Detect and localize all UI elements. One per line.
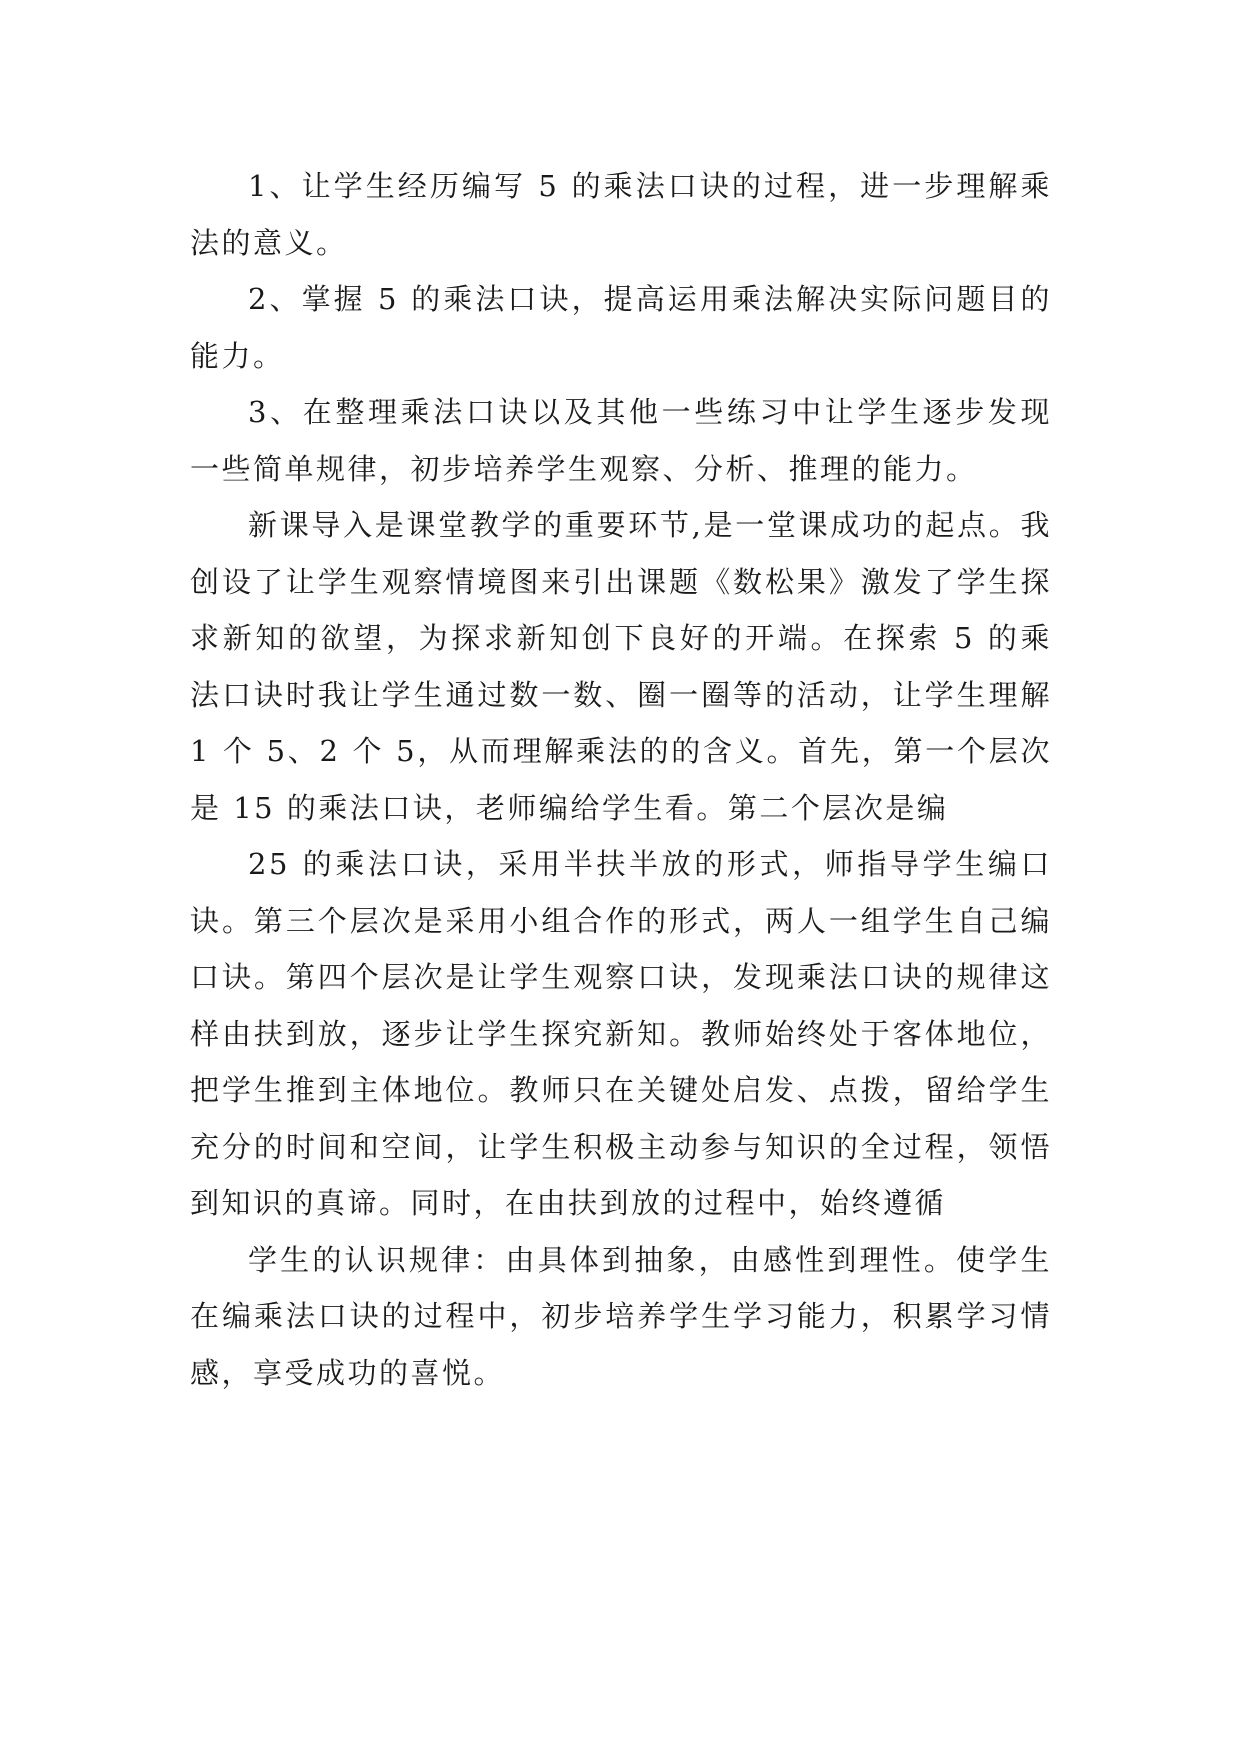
paragraph-3: 3、在整理乘法口诀以及其他一些练习中让学生逐步发现一些简单规律，初步培养学生观察、分析、推理的能力。	[190, 395, 1052, 486]
paragraph-5: 25 的乘法口诀，采用半扶半放的形式，师指导学生编口诀。第三个层次是采用小组合作的形式，两人一组学生自己编口诀。第四个层次是让学生观察口诀，发现乘法口诀的规律这样由扶到放，逐步让学生探究新知。教师始终处于客体地位，把学生推到主体地位。教师只在关键处启发、点拨，留给学生充分的时间和空间，让学生积极主动参与知识的全过程，领悟到知识的真谛。同时，在由扶到放的过程中，始终遵循	[190, 847, 1052, 1220]
document-body	[190, 158, 1052, 1401]
paragraph-1: 1、让学生经历编写 5 的乘法口诀的过程，进一步理解乘法的意义。	[190, 169, 1052, 260]
paragraph-4: 新课导入是课堂教学的重要环节,是一堂课成功的起点。我创设了让学生观察情境图来引出课题《数松果》激发了学生探求新知的欲望，为探求新知创下良好的开端。在探索 5 的乘法口诀时我让学生通过数一数、圈一圈等的活动，让学生理解 1 个 5、2 个 5，从而理解乘法的的含义。首先，第一个层次是 15 的乘法口诀，老师编给学生看。第二个层次是编	[190, 508, 1052, 825]
paragraph-6: 学生的认识规律：由具体到抽象，由感性到理性。使学生在编乘法口诀的过程中，初步培养学生学习能力，积累学习情感，享受成功的喜悦。	[190, 1242, 1052, 1390]
paragraph-2: 2、掌握 5 的乘法口诀，提高运用乘法解决实际问题目的能力。	[190, 282, 1052, 373]
